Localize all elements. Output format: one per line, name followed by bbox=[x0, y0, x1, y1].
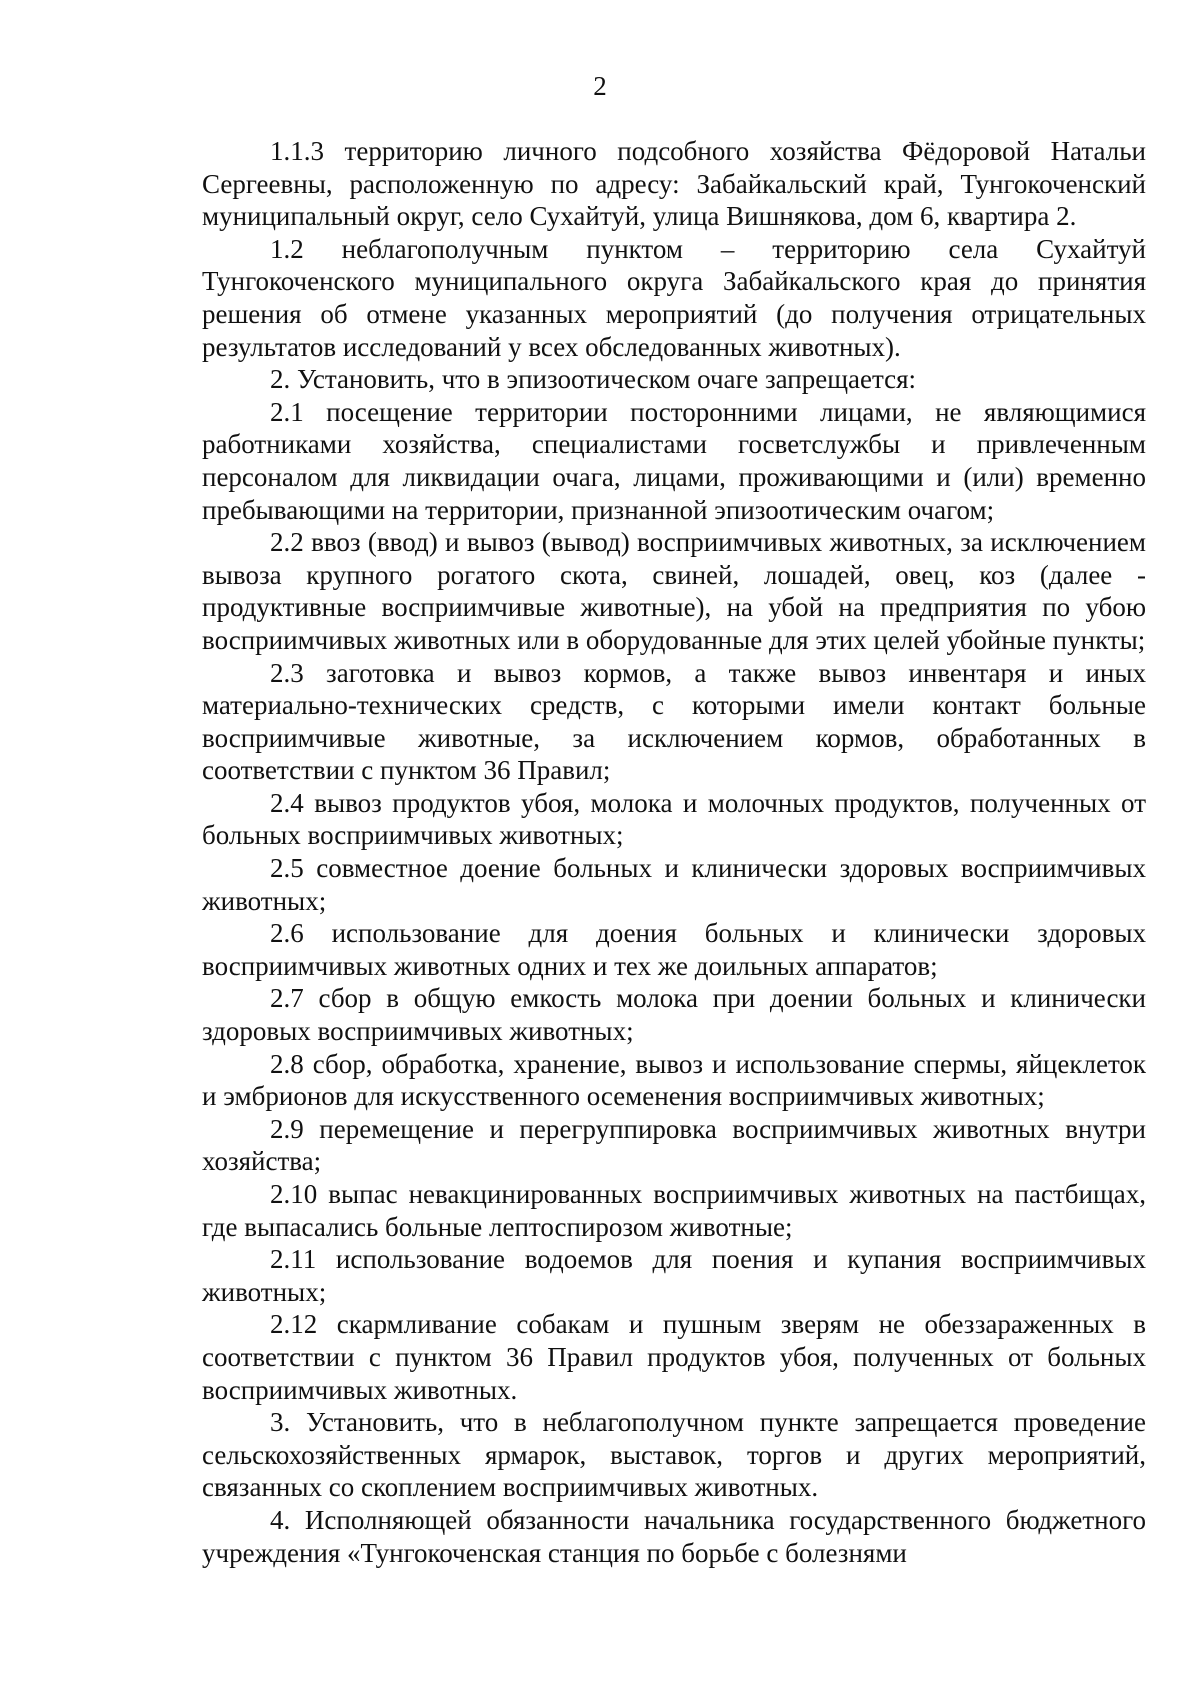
paragraph-2-9: 2.9 перемещение и перегруппировка восприимчивых животных внутри хозяйства; bbox=[202, 1113, 1146, 1177]
page-number: 2 bbox=[593, 71, 607, 101]
paragraph-2-12: 2.12 скармливание собакам и пушным зверям не обеззараженных в соответствии с пунктом 36 Правил продуктов убоя, полученных от больных восприимчивых животных. bbox=[202, 1309, 1146, 1405]
paragraph-2-8: 2.8 сбор, обработка, хранение, вывоз и использование спермы, яйцеклеток и эмбрионов для искусственного осеменения восприимчивых животных; bbox=[202, 1048, 1146, 1112]
paragraph-2-1: 2.1 посещение территории посторонними лицами, не являющимися работниками хозяйства, специалистами госветслужбы и привлеченным персоналом для ликвидации очага, лицами, проживающими и (или) временно пребывающими на территории, признанной эпизоотическим очагом; bbox=[202, 396, 1146, 525]
paragraph-2: 2. Установить, что в эпизоотическом очаге запрещается: bbox=[270, 364, 917, 395]
paragraph-2-6: 2.6 использование для доения больных и клинически здоровых восприимчивых животных одних и тех же доильных аппаратов; bbox=[202, 918, 1146, 981]
paragraph-2-7: 2.7 сбор в общую емкость молока при доении больных и клинически здоровых восприимчивых животных; bbox=[202, 983, 1146, 1047]
paragraph-1-1-3: 1.1.3 территорию личного подсобного хозяйства Фёдоровой Натальи Сергеевны, расположенную по адресу: Забайкальский край, Тунгокоченский муниципальный округ, село Сухайтуй, улица Вишнякова, дом 6, квартира 2. bbox=[202, 136, 1146, 232]
paragraph-2-4: 2.4 вывоз продуктов убоя, молока и молочных продуктов, полученных от больных восприимчивых животных; bbox=[202, 787, 1146, 851]
paragraph-2-2: 2.2 ввоз (ввод) и вывоз (вывод) восприимчивых животных, за исключением вывоза крупного рогатого скота, свиней, лошадей, овец, коз (далее - продуктивные восприимчивые животные), на убой на предприятия по убою восприимчивых животных или в оборудованные для этих целей убойные пункты; bbox=[202, 527, 1146, 655]
paragraph-1-2: 1.2 неблагополучным пунктом – территорию села Сухайтуй Тунгокоченского муниципального округа Забайкальского края до принятия решения об отмене указанных мероприятий (до получения отрицательных результатов исследований у всех обследованных животных). bbox=[202, 233, 1146, 362]
paragraph-2-10: 2.10 выпас невакцинированных восприимчивых животных на пастбищах, где выпасались больные лептоспирозом животные; bbox=[202, 1179, 1146, 1242]
paragraph-3: 3. Установить, что в неблагополучном пункте запрещается проведение сельскохозяйственных ярмарок, выставок, торгов и других мероприятий, связанных со скоплением восприимчивых животных. bbox=[202, 1407, 1146, 1503]
paragraph-2-5: 2.5 совместное доение больных и клинически здоровых восприимчивых животных; bbox=[202, 853, 1146, 916]
paragraph-4: 4. Исполняющей обязанности начальника государственного бюджетного учреждения «Тунгокоченская станция по борьбе с болезнями bbox=[202, 1504, 1146, 1568]
document-body bbox=[202, 135, 1146, 1569]
paragraph-2-11: 2.11 использование водоемов для поения и купания восприимчивых животных; bbox=[202, 1244, 1146, 1307]
paragraph-2-3: 2.3 заготовка и вывоз кормов, а также вывоз инвентаря и иных материально-технических средств, с которыми имели контакт больные восприимчивые животные, за исключением кормов, обработанных в соответствии с пунктом 36 Правил; bbox=[202, 657, 1146, 786]
